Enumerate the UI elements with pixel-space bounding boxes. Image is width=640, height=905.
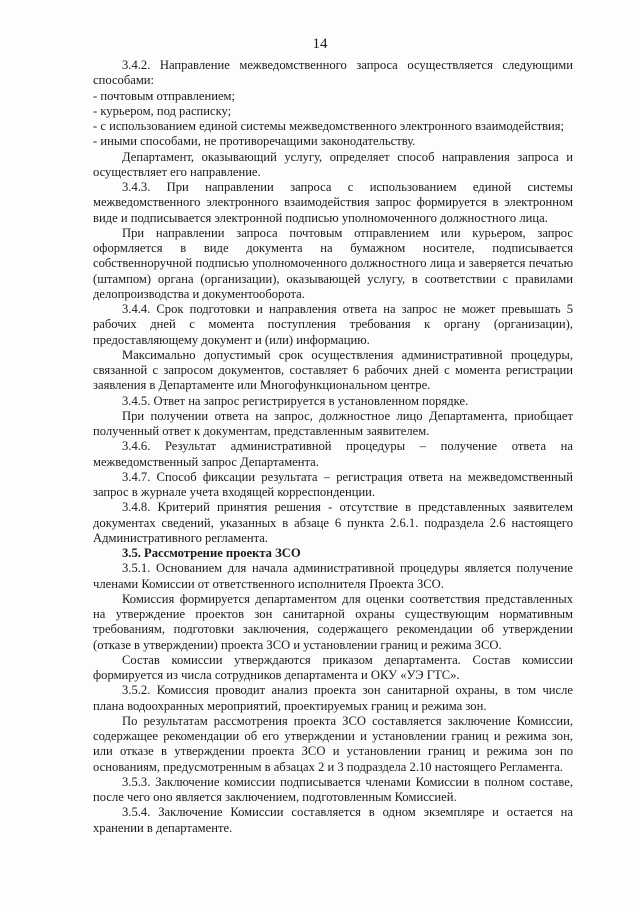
paragraph: Состав комиссии утверждаются приказом департамента. Состав комиссии формируется из числа сотрудников департамента и ОКУ «УЭ ГТС». [93, 652, 573, 682]
page-number: 14 [312, 36, 328, 52]
paragraph: При получении ответа на запрос, должностное лицо Департамента, приобщает полученный ответ к документам, представленным заявителем. [93, 408, 573, 438]
paragraph: 3.4.4. Срок подготовки и направления ответа на запрос не может превышать 5 рабочих дней с момента поступления требования к органу (организации), предоставляющему документ и (или) информацию. [93, 302, 573, 347]
paragraph: Департамент, оказывающий услугу, определяет способ направления запроса и осуществляет его направление. [93, 149, 573, 179]
paragraph: - курьером, под расписку; [93, 103, 232, 118]
paragraph: - почтовым отправлением; [93, 88, 235, 103]
paragraph: Комиссия формируется департаментом для оценки соответствия представленных на утверждение проектов зон санитарной охраны существующим нормативным требованиям, подготовки заключения, содержащего рекомендации об утверждении (отказе в утверждении) проекта ЗСО и установлении границ и режима ЗСО. [93, 591, 573, 652]
paragraph: 3.4.7. Способ фиксации результата – регистрация ответа на межведомственный запрос в журнале учета входящей корреспонденции. [93, 469, 573, 499]
paragraph: 3.5.2. Комиссия проводит анализ проекта зон санитарной охраны, в том числе плана водоохранных мероприятий, проектируемых границ и режима зон. [93, 683, 573, 713]
paragraph: 3.4.6. Результат административной процедуры – получение ответа на межведомственный запрос Департамента. [93, 439, 573, 469]
paragraph: - иными способами, не противоречащими законодательству. [93, 134, 416, 149]
paragraph: 3.4.2. Направление межведомственного запроса осуществляется следующими способами: [93, 58, 573, 88]
paragraph: При направлении запроса почтовым отправлением или курьером, запрос оформляется в виде документа на бумажном носителе, подписывается собственноручной подписью уполномоченного должностного лица и заверяется печатью (штампом) органа (организации), оказывающей услугу, в соответствии с правилами делопроизводства и документооборота. [93, 225, 573, 301]
section-heading: 3.5. Рассмотрение проекта ЗСО [122, 546, 301, 560]
paragraph: 3.4.5. Ответ на запрос регистрируется в установленном порядке. [122, 393, 469, 408]
paragraph: 3.5.3. Заключение комиссии подписывается членами Комиссии в полном составе, после чего оно является заключением, подготовленным Комиссией. [93, 774, 573, 804]
paragraph: 3.4.8. Критерий принятия решения - отсутствие в представленных заявителем документах сведений, указанных в абзаце 6 пункта 2.6.1. подраздела 2.6 настоящего Административного регламента. [93, 500, 573, 545]
paragraph: Максимально допустимый срок осуществления административной процедуры, связанной с запросом документов, составляет 6 рабочих дней с момента регистрации заявления в Департаменте или Многофункциональном центре. [93, 347, 573, 393]
paragraph: 3.4.3. При направлении запроса с использованием единой системы межведомственного электронного взаимодействия запрос формируется в электронном виде и подписывается электронной подписью уполномоченного должностного лица. [93, 180, 573, 225]
document-body [93, 58, 573, 836]
paragraph: По результатам рассмотрения проекта ЗСО составляется заключение Комиссии, содержащее рекомендации об его утверждении и установлении границ и режима зон, или отказе в утверждении проекта ЗСО и установлении границ и режима зон по основаниям, предусмотренным в абзацах 2 и 3 подраздела 2.10 настоящего Регламента. [93, 713, 573, 774]
paragraph: - с использованием единой системы межведомственного электронного взаимодействия; [93, 119, 565, 133]
paragraph: 3.5.1. Основанием для начала административной процедуры является получение членами Комиссии от ответственного исполнителя Проекта ЗСО. [93, 561, 573, 591]
paragraph: 3.5.4. Заключение Комиссии составляется в одном экземпляре и остается на хранении в департаменте. [93, 805, 573, 835]
